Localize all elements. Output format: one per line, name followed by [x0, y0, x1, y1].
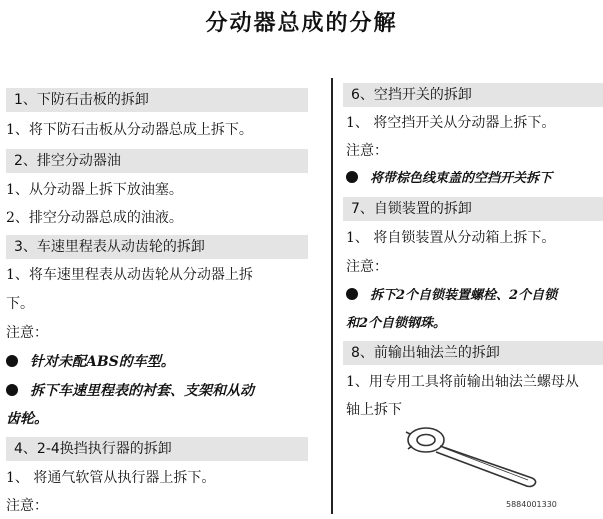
- section-6-line-1: 1、 将空挡开关从分动器上拆下。: [346, 115, 556, 131]
- section-3-bullet-2a: [6, 378, 254, 404]
- page-title: 分动器总成的分解: [205, 10, 398, 36]
- figure-caption: 5884001330: [506, 500, 557, 509]
- column-divider: [331, 78, 333, 514]
- section-4-note-label: 注意：: [6, 498, 48, 514]
- section-2-header: 2、排空分动器油: [6, 149, 308, 173]
- section-1-header: 1、下防石击板的拆卸: [6, 88, 308, 112]
- section-2-line-1: 1、从分动器上拆下放油塞。: [6, 182, 183, 198]
- section-8-line-1b: 轴上拆下: [346, 402, 402, 418]
- section-1-line-1: 1、将下防石击板从分动器总成上拆下。: [6, 122, 253, 138]
- section-4-header: 4、2-4换挡执行器的拆卸: [6, 437, 308, 461]
- section-3-bullet-1: [6, 349, 175, 375]
- section-6-bullet-1: [346, 166, 552, 192]
- section-7-header: 7、自锁装置的拆卸: [343, 197, 603, 221]
- section-8-line-1a: 1、用专用工具将前输出轴法兰螺母从: [346, 374, 579, 390]
- section-7-bullet-1a: [346, 283, 557, 309]
- bullet-icon: [346, 288, 358, 300]
- section-7-note-label: 注意：: [346, 259, 388, 275]
- section-3-line-1b: 下。: [6, 296, 34, 312]
- section-3-bullet-2a-text: 拆下车速里程表的衬套、支架和从动: [30, 383, 254, 399]
- bullet-icon: [6, 355, 18, 367]
- section-8-header: 8、前输出轴法兰的拆卸: [343, 341, 603, 365]
- section-3-bullet-1-text: 针对未配ABS的车型。: [30, 354, 175, 370]
- section-6-header: 6、空挡开关的拆卸: [343, 83, 603, 107]
- bullet-icon: [6, 384, 18, 396]
- section-7-line-1: 1、 将自锁装置从分动箱上拆下。: [346, 230, 556, 246]
- section-3-bullet-2b: 齿轮。: [6, 411, 48, 427]
- section-7-bullet-1b: 和2个自锁钢珠。: [346, 316, 447, 331]
- section-6-note-label: 注意：: [346, 143, 388, 159]
- section-3-note-label: 注意：: [6, 325, 48, 341]
- section-3-line-1a: 1、将车速里程表从动齿轮从分动器上拆: [6, 267, 253, 283]
- section-6-bullet-1-text: 将带棕色线束盖的空挡开关拆下: [370, 171, 553, 186]
- section-7-bullet-1a-text: 拆下2个自锁装置螺栓、2个自锁: [370, 288, 558, 303]
- section-3-header: 3、车速里程表从动齿轮的拆卸: [6, 235, 308, 259]
- section-4-line-1: 1、 将通气软管从执行器上拆下。: [6, 470, 216, 486]
- section-2-line-2: 2、排空分动器总成的油液。: [6, 210, 183, 226]
- bullet-icon: [346, 171, 358, 183]
- spanner-wrench-icon: [400, 420, 540, 490]
